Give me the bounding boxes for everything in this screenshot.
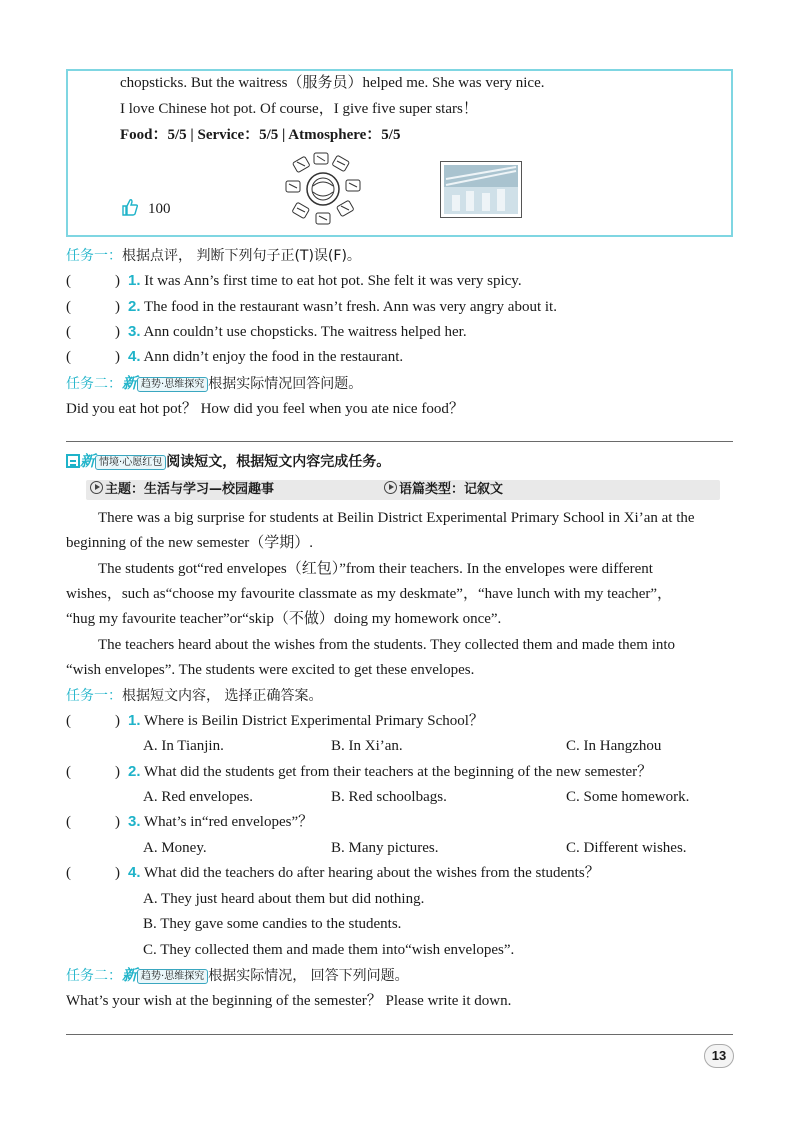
q2-option-c: C. Some homework.: [566, 789, 690, 805]
section-divider: [66, 441, 733, 442]
p2-task2-heading: 任务二：新 趋势·思维探究 根据实际情况， 回答下列问题。: [66, 966, 409, 984]
play-icon: [90, 481, 103, 494]
thumbs-up-icon[interactable]: [121, 198, 139, 216]
like-count: 100: [148, 201, 171, 217]
p2-task2-question: What’s your wish at the beginning of the semester？ Please write it down.: [66, 993, 512, 1009]
review-line-2: I love Chinese hot pot. Of course，I give five super stars！: [120, 101, 478, 117]
context-badge: 情境·心愿红包: [95, 455, 166, 470]
restaurant-photo: [440, 161, 522, 218]
mc-question-2: ( ) 2. What did the students get from their teachers at the beginning of the new semester？: [66, 763, 653, 780]
q2-option-a: A. Red envelopes.: [143, 789, 253, 805]
passage-line-7: “wish envelopes”. The students were excited to get these envelopes.: [66, 662, 475, 678]
q1-option-b: B. In Xi’an.: [331, 738, 403, 754]
section-heading: 新 情境·心愿红包 阅读短文，根据短文内容完成任务。: [66, 451, 390, 472]
passage-line-1: There was a big surprise for students at Beilin District Experimental Primary School in Xi’an at the: [98, 510, 695, 526]
task2-heading: 任务二：新 趋势·思维探究 根据实际情况回答问题。: [66, 374, 363, 392]
task1-heading: 任务一：根据点评， 判断下列句子正(T)误(F)。: [66, 248, 361, 264]
passage-line-4: wishes，such as“choose my favourite classmate as my deskmate”，“have lunch with my teacher”，: [66, 586, 673, 602]
q1-option-a: A. In Tianjin.: [143, 738, 224, 754]
q1-option-c: C. In Hangzhou: [566, 738, 662, 754]
hotpot-illustration: [283, 150, 363, 228]
p2-task1-heading: 任务一：根据短文内容， 选择正确答案。: [66, 688, 323, 704]
task2-question: Did you eat hot pot？ How did you feel when you ate nice food？: [66, 401, 464, 417]
mc-question-4: ( ) 4. What did the teachers do after hearing about the wishes from the students？: [66, 864, 600, 881]
q3-option-a: A. Money.: [143, 840, 207, 856]
tf-item-4: ( ) 4. Ann didn’t enjoy the food in the restaurant.: [66, 348, 404, 365]
tf-item-1: ( ) 1. It was Ann’s first time to eat hot pot. She felt it was very spicy.: [66, 272, 522, 289]
q4-option-b: B. They gave some candies to the students.: [143, 916, 402, 932]
q3-option-c: C. Different wishes.: [566, 840, 687, 856]
q4-option-a: A. They just heard about them but did nothing.: [143, 891, 425, 907]
passage-line-2: beginning of the new semester（学期）.: [66, 535, 314, 551]
mc-question-1: ( ) 1. Where is Beilin District Experimental Primary School？: [66, 712, 484, 729]
q2-option-b: B. Red schoolbags.: [331, 789, 447, 805]
mc-question-3: ( ) 3. What’s in“red envelopes”？: [66, 813, 314, 830]
footer-divider: [66, 1034, 733, 1035]
trend-badge: 趋势·思维探究: [137, 969, 208, 984]
passage-line-6: The teachers heard about the wishes from the students. They collected them and made them into: [98, 637, 676, 653]
topic-label: 主题：生活与学习—校园趣事: [90, 480, 274, 500]
passage-line-5: “hug my favourite teacher”or“skip（不做）doing my homework once”.: [66, 611, 502, 627]
q4-option-c: C. They collected them and made them into“wish envelopes”.: [143, 942, 515, 958]
trend-badge: 趋势·思维探究: [137, 377, 208, 392]
q3-option-b: B. Many pictures.: [331, 840, 439, 856]
passage-line-3: The students got“red envelopes（红包）”from their teachers. In the envelopes were different: [98, 561, 653, 577]
play-icon: [384, 481, 397, 494]
review-ratings: Food：5/5 | Service：5/5 | Atmosphere：5/5: [120, 127, 401, 143]
genre-label: 语篇类型：记叙文: [384, 480, 503, 500]
tf-item-3: ( ) 3. Ann couldn’t use chopsticks. The waitress helped her.: [66, 323, 467, 340]
review-line-1: chopsticks. But the waitress（服务员）helped me. She was very nice.: [120, 75, 545, 91]
tf-item-2: ( ) 2. The food in the restaurant wasn’t fresh. Ann was very angry about it.: [66, 298, 557, 315]
section-three-icon: [66, 454, 80, 468]
page-number: 13: [704, 1044, 734, 1068]
